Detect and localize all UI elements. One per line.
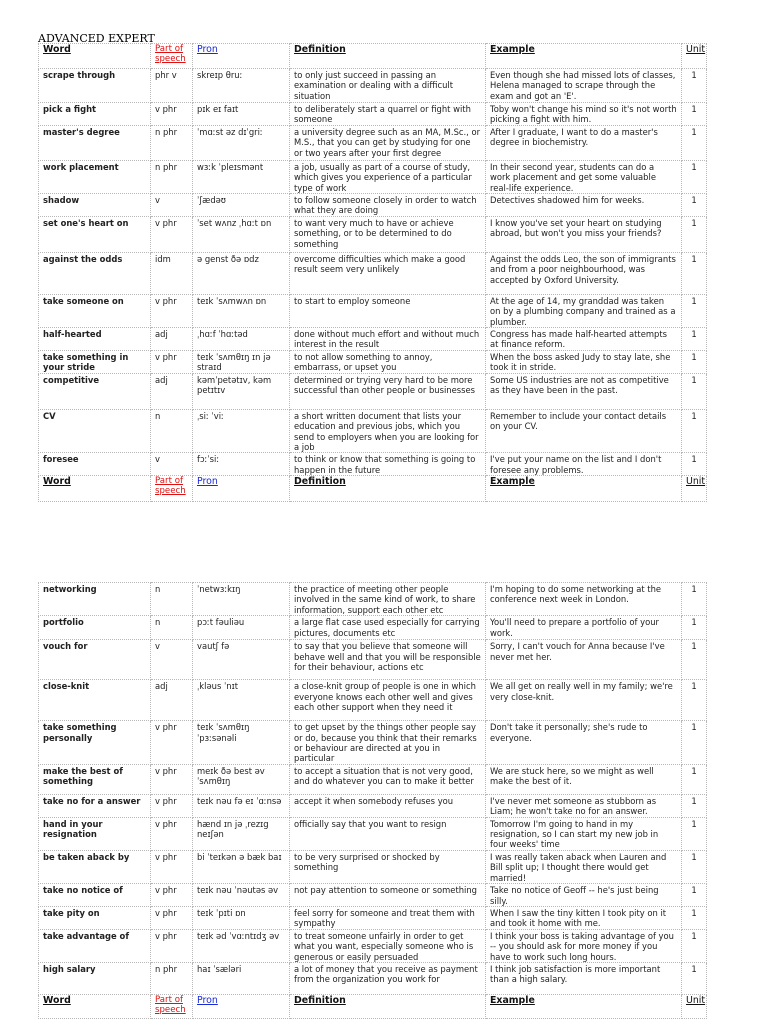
table-row (39, 453, 707, 476)
pronunciation-cell: ə genst ðə ɒdz (193, 252, 290, 294)
example-cell: I've never met someone as stubborn as Liam; he won't take no for an answer. (486, 794, 682, 817)
pronunciation-cell: fɔːˈsiː (193, 453, 290, 476)
part-of-speech-cell: idm (151, 252, 193, 294)
table-row (39, 252, 707, 294)
pronunciation-cell: ˌsiː ˈviː (193, 409, 290, 453)
pronunciation-cell: teɪk ˈsʌmwʌn ɒn (193, 294, 290, 327)
pronunciation-cell: ˌkləus ˈnɪt (193, 680, 290, 721)
part-of-speech-cell: v (151, 194, 193, 217)
definition-cell: to accept a situation that is not very good, and do whatever you can to make it better (290, 764, 486, 794)
example-cell: Don't take it personally; she's rude to everyone. (486, 721, 682, 765)
example-cell: Some US industries are not as competitive as they have been in the past. (486, 373, 682, 409)
definition-cell: a lot of money that you receive as payment from the organization you work for (290, 962, 486, 994)
table-row (39, 962, 707, 994)
header-pron: Pron (193, 994, 290, 1018)
part-of-speech-cell: adj (151, 373, 193, 409)
unit-cell: 1 (682, 294, 707, 327)
example-cell: Detectives shadowed him for weeks. (486, 194, 682, 217)
table-row (39, 194, 707, 217)
definition-cell: overcome difficulties which make a good result seem very unlikely (290, 252, 486, 294)
unit-cell: 1 (682, 764, 707, 794)
example-cell: Toby won't change his mind so it's not worth picking a fight with him. (486, 103, 682, 126)
vocab-table-2 (38, 582, 707, 1019)
definition-cell: officially say that you want to resign (290, 817, 486, 850)
part-of-speech-cell: v phr (151, 906, 193, 929)
header-unit: Unit (682, 994, 707, 1018)
pronunciation-cell: pɔːt fəuliəu (193, 616, 290, 640)
word-cell: shadow (39, 194, 151, 217)
definition-cell: to deliberately start a quarrel or fight with someone (290, 103, 486, 126)
table-row (39, 884, 707, 907)
header-definition: Definition (290, 44, 486, 69)
table-row (39, 103, 707, 126)
table-row (39, 125, 707, 160)
pronunciation-cell: hænd ɪn jə ˌrezɪg neɪʃən (193, 817, 290, 850)
example-cell: Even though she had missed lots of classes, Helena managed to scrape through the exam and got an 'E'. (486, 69, 682, 103)
example-cell: After I graduate, I want to do a master's degree in biochemistry. (486, 125, 682, 160)
pronunciation-cell: bi ˈteɪkən ə bæk baɪ (193, 850, 290, 883)
unit-cell: 1 (682, 817, 707, 850)
header-definition: Definition (290, 476, 486, 502)
example-cell: Against the odds Leo, the son of immigrants and from a poor neighbourhood, was accepted by Oxford University. (486, 252, 682, 294)
word-cell: master's degree (39, 125, 151, 160)
unit-cell: 1 (682, 884, 707, 907)
word-cell: take no notice of (39, 884, 151, 907)
pronunciation-cell: pɪk eɪ faɪt (193, 103, 290, 126)
pronunciation-cell: haɪ ˈsæləri (193, 962, 290, 994)
example-cell: When the boss asked Judy to stay late, she took it in stride. (486, 350, 682, 373)
unit-cell: 1 (682, 125, 707, 160)
header-unit: Unit (682, 476, 707, 502)
table-row (39, 850, 707, 883)
header-example: Example (486, 994, 682, 1018)
definition-cell: feel sorry for someone and treat them with sympathy (290, 906, 486, 929)
definition-cell: done without much effort and without much interest in the result (290, 328, 486, 351)
example-cell: At the age of 14, my granddad was taken on by a plumbing company and trained as a plumber. (486, 294, 682, 327)
part-of-speech-cell: v phr (151, 929, 193, 962)
part-of-speech-cell: v phr (151, 850, 193, 883)
word-cell: scrape through (39, 69, 151, 103)
part-of-speech-cell: v phr (151, 817, 193, 850)
part-of-speech-cell: adj (151, 680, 193, 721)
word-cell: foresee (39, 453, 151, 476)
table-header-row (39, 44, 707, 69)
definition-cell: to want very much to have or achieve something, or to be determined to do something (290, 216, 486, 252)
part-of-speech-cell: n (151, 409, 193, 453)
part-of-speech-cell: v phr (151, 794, 193, 817)
pronunciation-cell: teɪk nəu fə eɪ ˈɑːnsə (193, 794, 290, 817)
pronunciation-cell: ˌhɑːf ˈhɑːtəd (193, 328, 290, 351)
table-row (39, 69, 707, 103)
word-cell: take advantage of (39, 929, 151, 962)
table-row (39, 640, 707, 680)
word-cell: portfolio (39, 616, 151, 640)
header-word: Word (39, 476, 151, 502)
part-of-speech-cell: adj (151, 328, 193, 351)
table-row (39, 764, 707, 794)
word-cell: take something personally (39, 721, 151, 765)
definition-cell: accept it when somebody refuses you (290, 794, 486, 817)
header-part-of-speech: Part of speech (151, 994, 193, 1018)
example-cell: Sorry, I can't vouch for Anna because I've never met her. (486, 640, 682, 680)
word-cell: make the best of something (39, 764, 151, 794)
unit-cell: 1 (682, 160, 707, 193)
word-cell: take something in your stride (39, 350, 151, 373)
table-row (39, 680, 707, 721)
word-cell: vouch for (39, 640, 151, 680)
unit-cell: 1 (682, 794, 707, 817)
unit-cell: 1 (682, 962, 707, 994)
definition-cell: to think or know that something is going to happen in the future (290, 453, 486, 476)
header-pron: Pron (193, 44, 290, 69)
example-cell: I think your boss is taking advantage of you -- you should ask for more money if you have to work such long hours. (486, 929, 682, 962)
example-cell: I think job satisfaction is more important than a high salary. (486, 962, 682, 994)
table-row (39, 616, 707, 640)
unit-cell: 1 (682, 328, 707, 351)
example-cell: We all get on really well in my family; we're very close-knit. (486, 680, 682, 721)
word-cell: take no for a answer (39, 794, 151, 817)
word-cell: half-hearted (39, 328, 151, 351)
part-of-speech-cell: v phr (151, 294, 193, 327)
definition-cell: a large flat case used especially for carrying pictures, documents etc (290, 616, 486, 640)
table-row (39, 817, 707, 850)
pronunciation-cell: meɪk ðə best əv ˈsʌmθɪŋ (193, 764, 290, 794)
unit-cell: 1 (682, 103, 707, 126)
pronunciation-cell: wɜːk ˈpleɪsmənt (193, 160, 290, 193)
pronunciation-cell: teɪk ˈsʌmθɪŋ ɪn jə straɪd (193, 350, 290, 373)
word-cell: set one's heart on (39, 216, 151, 252)
definition-cell: to say that you believe that someone will behave well and that you will be responsible for their behaviour, actions etc (290, 640, 486, 680)
pronunciation-cell: vautʃ fə (193, 640, 290, 680)
unit-cell: 1 (682, 721, 707, 765)
part-of-speech-cell: n (151, 583, 193, 616)
table-row (39, 929, 707, 962)
header-definition: Definition (290, 994, 486, 1018)
definition-cell: to get upset by the things other people say or do, because you think that their remarks or behaviour are directed at you in particular (290, 721, 486, 765)
table-row (39, 350, 707, 373)
example-cell: Remember to include your contact details on your CV. (486, 409, 682, 453)
header-part-of-speech: Part of speech (151, 476, 193, 502)
table-row (39, 583, 707, 616)
unit-cell: 1 (682, 252, 707, 294)
example-cell: We are stuck here, so we might as well make the best of it. (486, 764, 682, 794)
table-header-row (39, 476, 707, 502)
word-cell: high salary (39, 962, 151, 994)
table-row (39, 328, 707, 351)
example-cell: Take no notice of Geoff -- he's just being silly. (486, 884, 682, 907)
definition-cell: to follow someone closely in order to watch what they are doing (290, 194, 486, 217)
pronunciation-cell: ˈset wʌnz ˌhɑːt ɒn (193, 216, 290, 252)
part-of-speech-cell: v phr (151, 764, 193, 794)
word-cell: close-knit (39, 680, 151, 721)
part-of-speech-cell: v phr (151, 721, 193, 765)
word-cell: hand in your resignation (39, 817, 151, 850)
pronunciation-cell: skreɪp θruː (193, 69, 290, 103)
part-of-speech-cell: phr v (151, 69, 193, 103)
pronunciation-cell: teɪk ˈpɪti ɒn (193, 906, 290, 929)
header-unit: Unit (682, 44, 707, 69)
table-row (39, 794, 707, 817)
part-of-speech-cell: v phr (151, 350, 193, 373)
pronunciation-cell: ˈʃædəʊ (193, 194, 290, 217)
example-cell: I know you've set your heart on studying abroad, but won't you miss your friends? (486, 216, 682, 252)
table-row (39, 373, 707, 409)
unit-cell: 1 (682, 453, 707, 476)
unit-cell: 1 (682, 350, 707, 373)
table-row (39, 294, 707, 327)
unit-cell: 1 (682, 850, 707, 883)
part-of-speech-cell: v phr (151, 884, 193, 907)
word-cell: pick a fight (39, 103, 151, 126)
header-pron: Pron (193, 476, 290, 502)
word-cell: take someone on (39, 294, 151, 327)
table-row (39, 160, 707, 193)
unit-cell: 1 (682, 409, 707, 453)
word-cell: be taken aback by (39, 850, 151, 883)
definition-cell: a close-knit group of people is one in which everyone knows each other well and gives each other support when they need it (290, 680, 486, 721)
pronunciation-cell: kəmˈpetətɪv, kəm petɪtɪv (193, 373, 290, 409)
table-row (39, 721, 707, 765)
pronunciation-cell: teɪk nəu ˈnəutəs əv (193, 884, 290, 907)
table-header-row (39, 994, 707, 1018)
table-row (39, 409, 707, 453)
unit-cell: 1 (682, 194, 707, 217)
unit-cell: 1 (682, 373, 707, 409)
word-cell: networking (39, 583, 151, 616)
example-cell: In their second year, students can do a work placement and get some valuable real-life experience. (486, 160, 682, 193)
pronunciation-cell: teɪk ˈsʌmθɪŋ ˈpɜːsənəli (193, 721, 290, 765)
definition-cell: to not allow something to annoy, embarrass, or upset you (290, 350, 486, 373)
example-cell: When I saw the tiny kitten I took pity on it and took it home with me. (486, 906, 682, 929)
example-cell: Tomorrow I'm going to hand in my resignation, so I can start my new job in four weeks' time (486, 817, 682, 850)
pronunciation-cell: teɪk əd ˈvɑːntɪdʒ əv (193, 929, 290, 962)
example-cell: You'll need to prepare a portfolio of your work. (486, 616, 682, 640)
part-of-speech-cell: v (151, 640, 193, 680)
part-of-speech-cell: v phr (151, 103, 193, 126)
definition-cell: to treat someone unfairly in order to get what you want, especially someone who is generous or easily persuaded (290, 929, 486, 962)
unit-cell: 1 (682, 640, 707, 680)
definition-cell: the practice of meeting other people involved in the same kind of work, to share information, support each other etc (290, 583, 486, 616)
definition-cell: determined or trying very hard to be more successful than other people or businesses (290, 373, 486, 409)
word-cell: take pity on (39, 906, 151, 929)
header-example: Example (486, 476, 682, 502)
word-cell: CV (39, 409, 151, 453)
unit-cell: 1 (682, 616, 707, 640)
part-of-speech-cell: v phr (151, 216, 193, 252)
unit-cell: 1 (682, 69, 707, 103)
header-word: Word (39, 994, 151, 1018)
example-cell: I'm hoping to do some networking at the conference next week in London. (486, 583, 682, 616)
example-cell: Congress has made half-hearted attempts at finance reform. (486, 328, 682, 351)
table-row (39, 216, 707, 252)
part-of-speech-cell: n phr (151, 160, 193, 193)
pronunciation-cell: ˈnetwɜːkɪŋ (193, 583, 290, 616)
definition-cell: to start to employ someone (290, 294, 486, 327)
definition-cell: a university degree such as an MA, M.Sc., or M.S., that you can get by studying for one or two years after your first degree (290, 125, 486, 160)
unit-cell: 1 (682, 680, 707, 721)
word-cell: work placement (39, 160, 151, 193)
part-of-speech-cell: n phr (151, 962, 193, 994)
part-of-speech-cell: v (151, 453, 193, 476)
unit-cell: 1 (682, 216, 707, 252)
header-word: Word (39, 44, 151, 69)
table-row (39, 906, 707, 929)
header-part-of-speech: Part of speech (151, 44, 193, 69)
definition-cell: to only just succeed in passing an examination or dealing with a difficult situation (290, 69, 486, 103)
pronunciation-cell: ˈmɑːst əz dɪˈgriː (193, 125, 290, 160)
example-cell: I was really taken aback when Lauren and Bill split up; I thought there would get married! (486, 850, 682, 883)
unit-cell: 1 (682, 583, 707, 616)
word-cell: against the odds (39, 252, 151, 294)
example-cell: I've put your name on the list and I don't foresee any problems. (486, 453, 682, 476)
definition-cell: to be very surprised or shocked by something (290, 850, 486, 883)
unit-cell: 1 (682, 906, 707, 929)
definition-cell: a short written document that lists your education and previous jobs, which you send to employers when you are looking for a job (290, 409, 486, 453)
unit-cell: 1 (682, 929, 707, 962)
header-example: Example (486, 44, 682, 69)
part-of-speech-cell: n phr (151, 125, 193, 160)
definition-cell: a job, usually as part of a course of study, which gives you experience of a particular type of work (290, 160, 486, 193)
word-cell: competitive (39, 373, 151, 409)
part-of-speech-cell: n (151, 616, 193, 640)
vocab-table-1 (38, 43, 707, 502)
definition-cell: not pay attention to someone or something (290, 884, 486, 907)
document-title: ADVANCED EXPERT (38, 32, 155, 45)
